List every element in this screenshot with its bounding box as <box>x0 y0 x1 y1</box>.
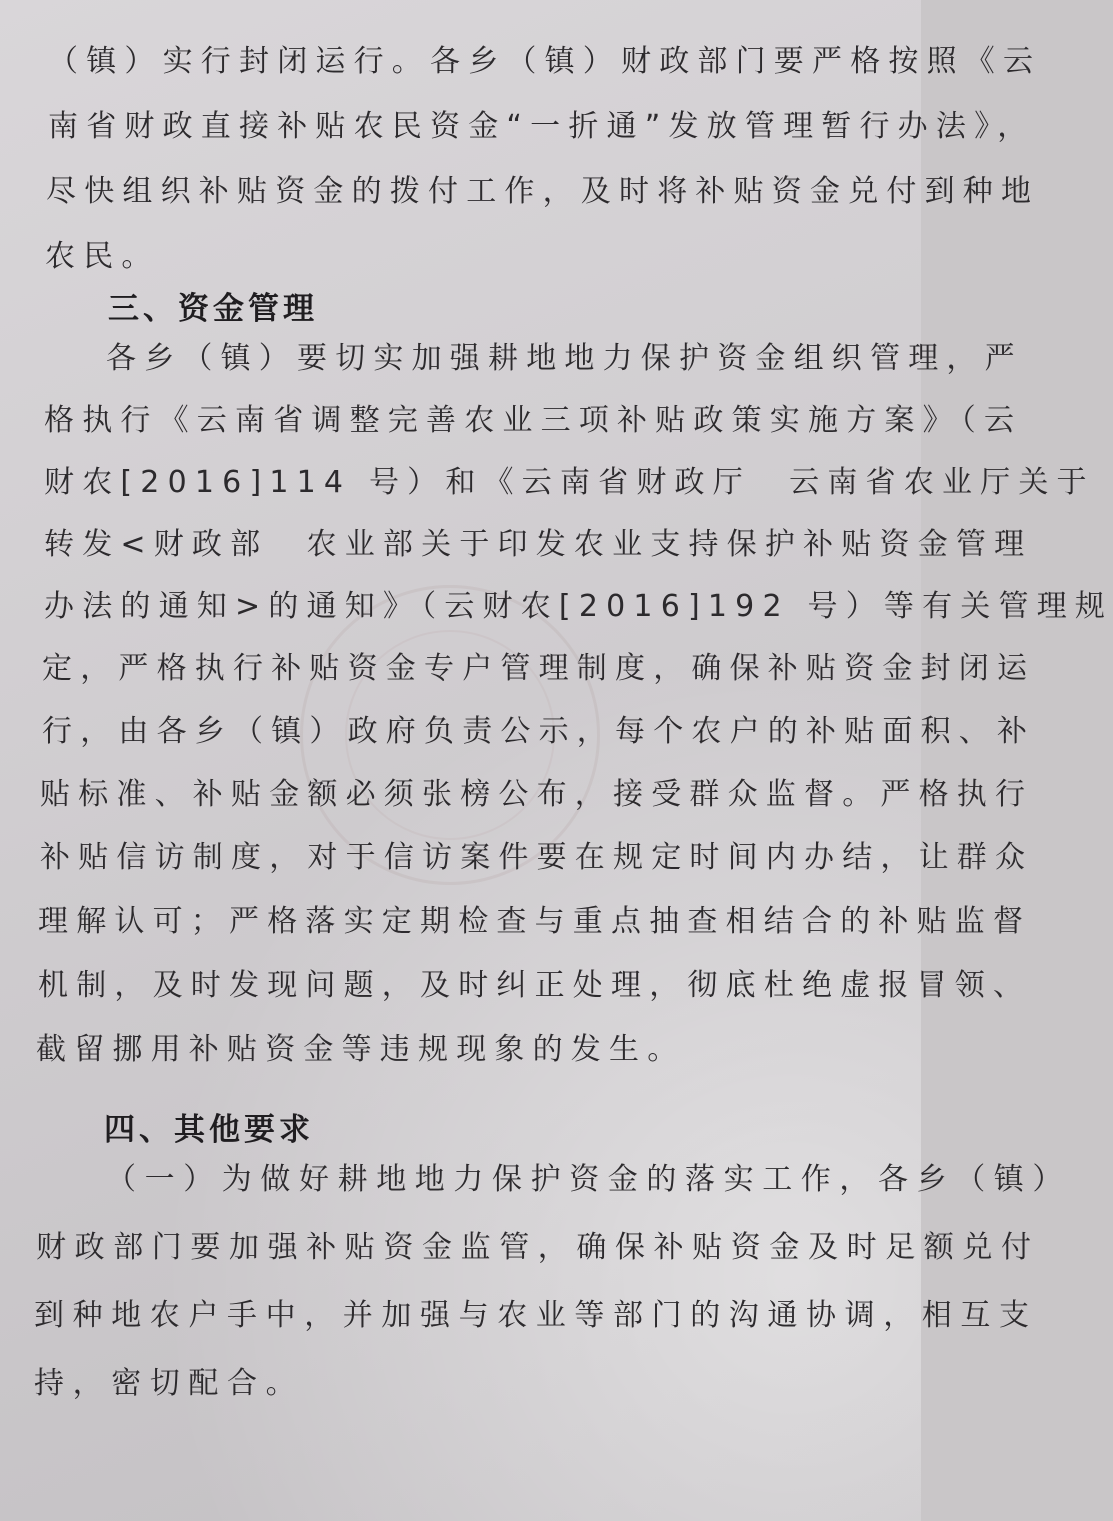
text-line: 各乡（镇）要切实加强耕地地力保护资金组织管理，严 <box>106 341 1023 376</box>
text-line: 办法的通知>的通知》（云财农[2016]192 号）等有关管理规 <box>44 589 1113 624</box>
text-line: 行，由各乡（镇）政府负责公示，每个农户的补贴面积、补 <box>42 714 1036 749</box>
text-line: 机制，及时发现问题，及时纠正处理，彻底杜绝虚报冒领、 <box>38 968 1032 1003</box>
text-line: 截留挪用补贴资金等违规现象的发生。 <box>36 1032 686 1067</box>
text-line: 补贴信访制度，对于信访案件要在规定时间内办结，让群众 <box>40 840 1034 875</box>
text-line: 持，密切配合。 <box>34 1366 305 1401</box>
text-line: 定，严格执行补贴资金专户管理制度，确保补贴资金封闭运 <box>42 651 1036 686</box>
text-line: 财政部门要加强补贴资金监管，确保补贴资金及时足额兑付 <box>36 1230 1040 1265</box>
text-line: 农民。 <box>45 239 160 274</box>
text-line: 南省财政直接补贴农民资金“一折通”发放管理暂行办法》， <box>48 109 1036 144</box>
text-line: （镇）实行封闭运行。各乡（镇）财政部门要严格按照《云 <box>48 44 1042 79</box>
text-line: 格执行《云南省调整完善农业三项补贴政策实施方案》（云 <box>44 403 1023 438</box>
section-heading-fund-management: 三、资金管理 <box>108 291 318 327</box>
text-line: 尽快组织补贴资金的拨付工作，及时将补贴资金兑付到种地 <box>46 174 1040 209</box>
text-line: 理解认可；严格落实定期检查与重点抽查相结合的补贴监督 <box>38 904 1032 939</box>
section-heading-other-requirements: 四、其他要求 <box>104 1112 314 1148</box>
text-line: 贴标准、补贴金额必须张榜公布，接受群众监督。严格执行 <box>40 777 1034 812</box>
text-line: （一）为做好耕地地力保护资金的落实工作，各乡（镇） <box>106 1162 1071 1197</box>
text-line: 到种地农户手中，并加强与农业等部门的沟通协调，相互支 <box>34 1298 1038 1333</box>
text-line: 财农[2016]114 号）和《云南省财政厅 云南省农业厅关于 <box>44 465 1095 500</box>
text-line: 转发<财政部 农业部关于印发农业支持保护补贴资金管理 <box>44 527 1033 562</box>
